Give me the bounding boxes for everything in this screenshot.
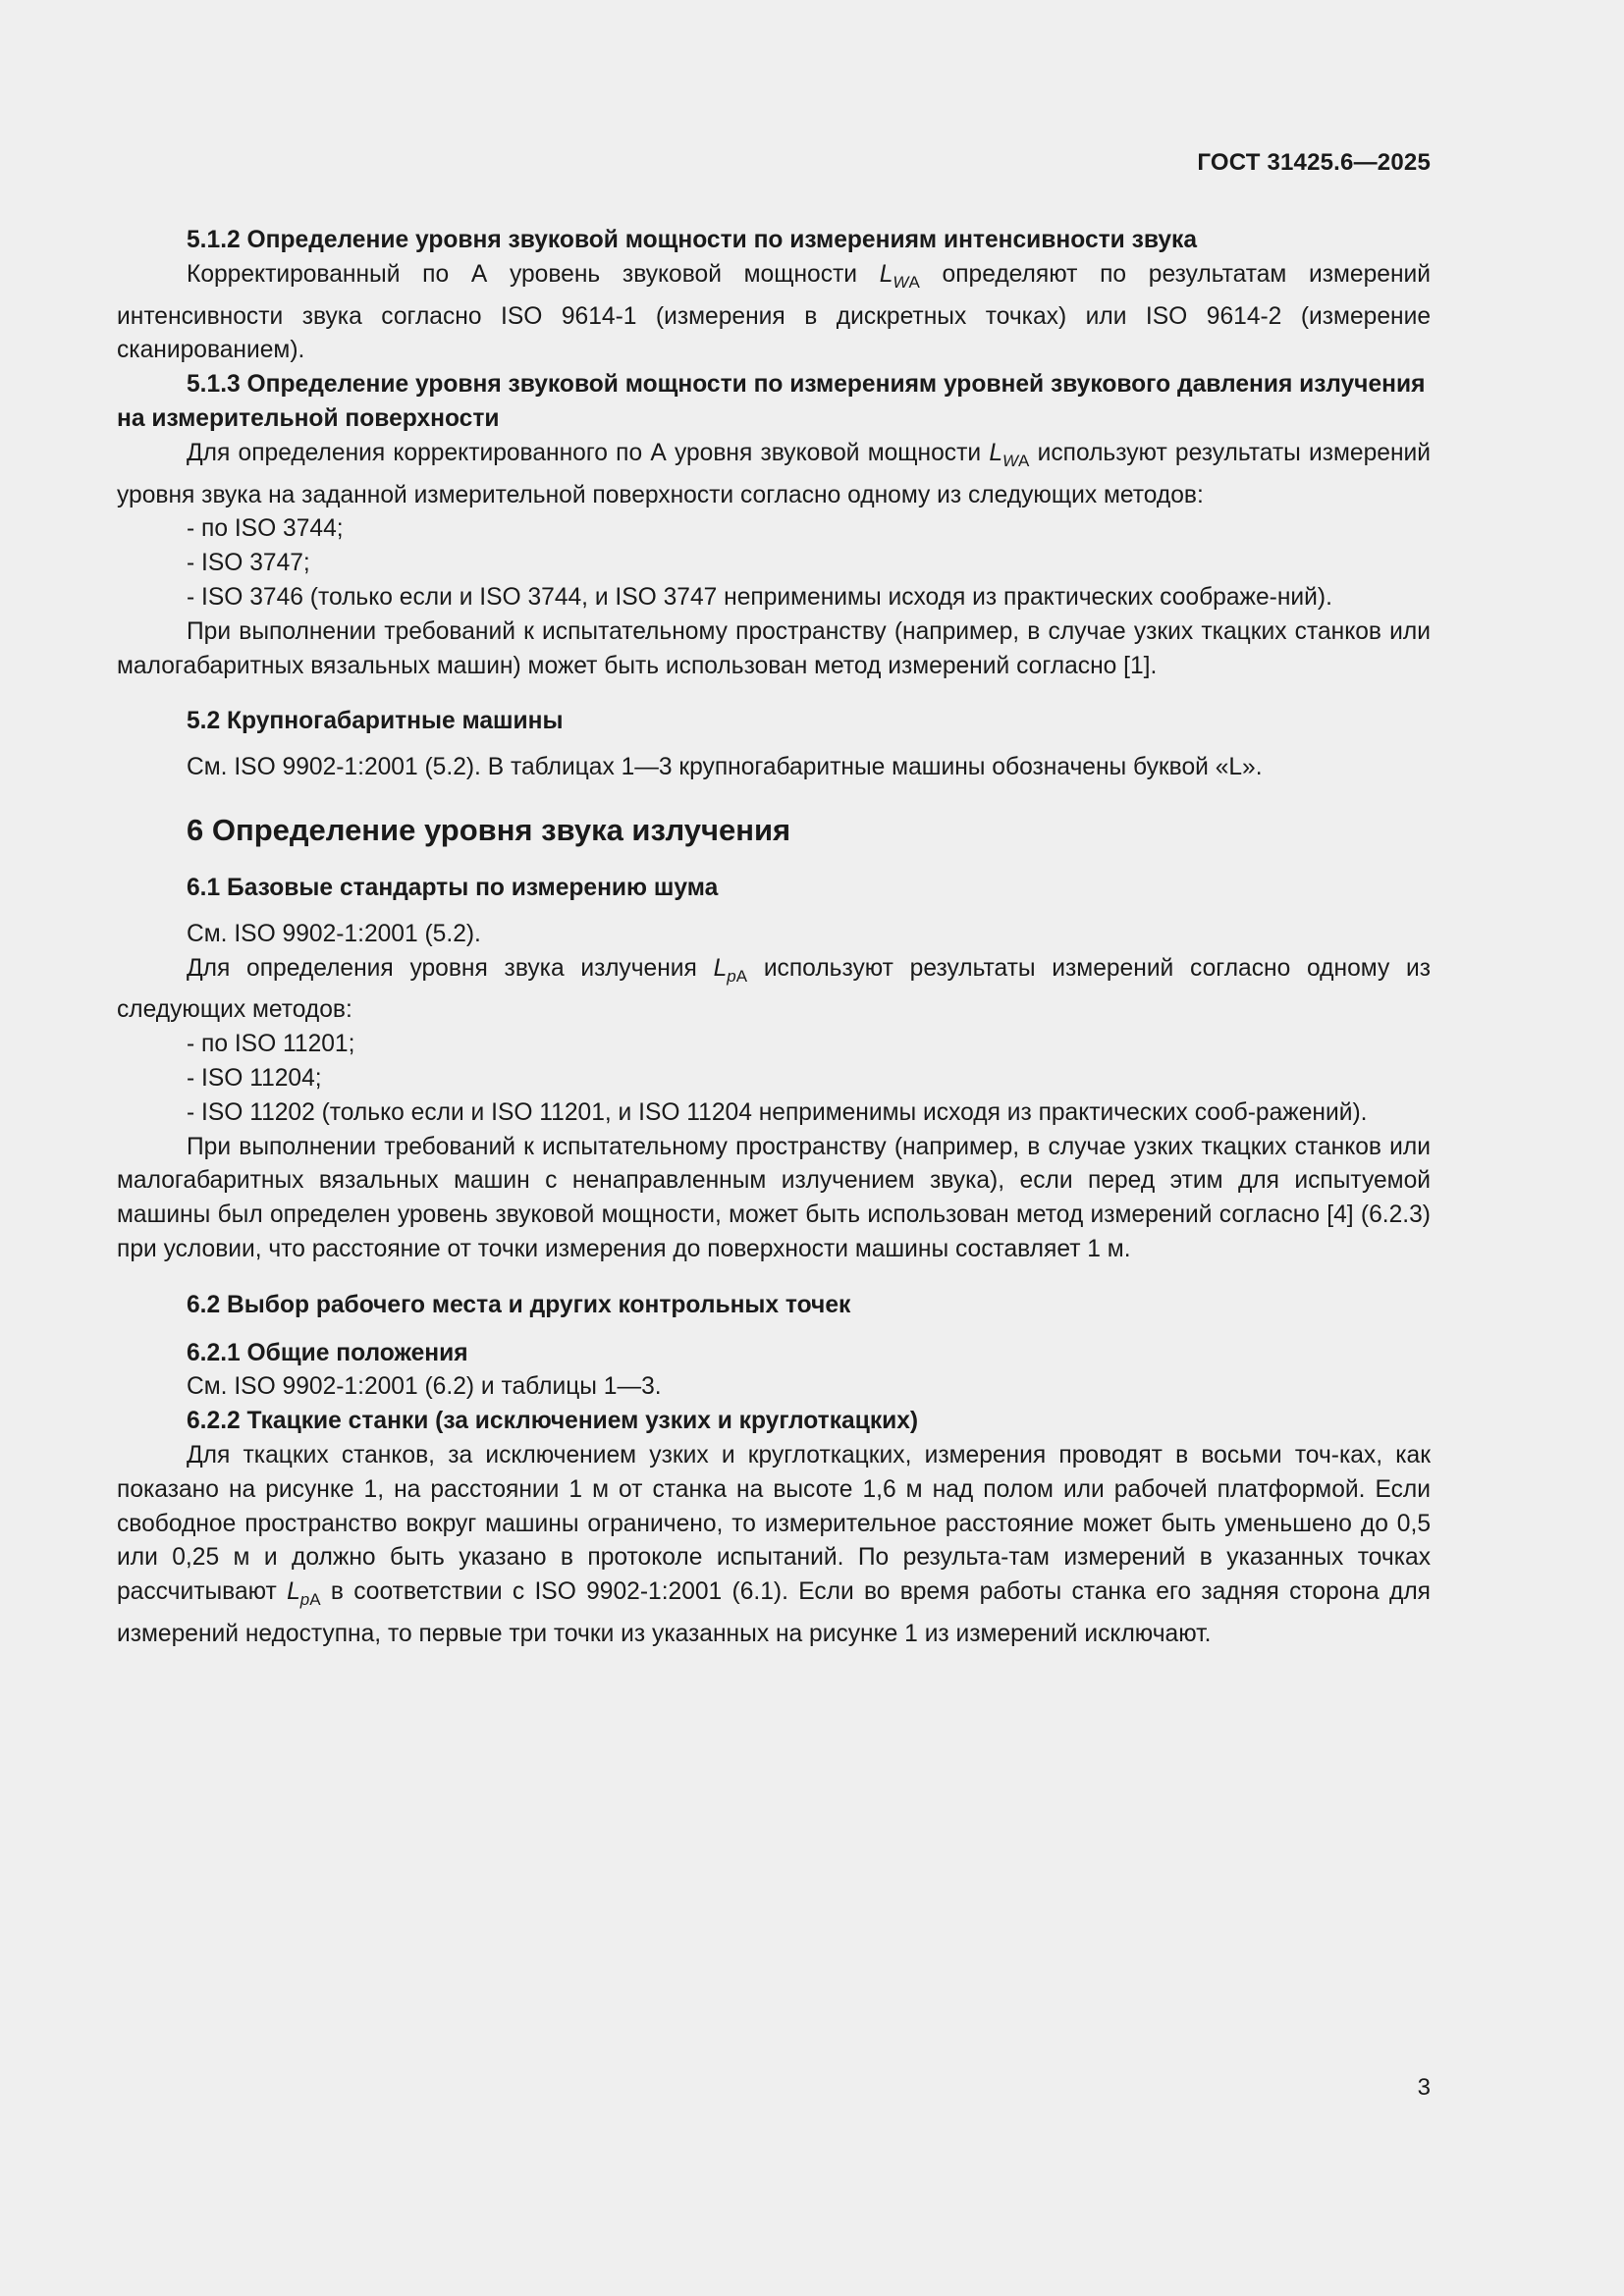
section-heading-5-2: 5.2 Крупногабаритные машины bbox=[187, 708, 564, 735]
paragraph-5-1-3: Для определения корректированного по А уровня звуковой мощности $L_{WA}$ используют результаты измерений уровня звука на заданной измерительной поверхности согласно одному из следующих методов: bbox=[117, 439, 1432, 508]
paragraph-6-1: Для определения уровня звука излучения $L_{pA}$ используют результаты измерений согласно одному из следующих методов: bbox=[117, 954, 1431, 1024]
paragraph-5-1-2: Корректированный по А уровень звуковой мощности $L_{WA}$ определяют по результатам измерений интенсивности звука согласно ISO 9614-1 (измерения в дискретных точках) или ISO 9614-2 (измерение сканированием). bbox=[117, 260, 1431, 364]
list-item: - ISO 3746 (только если и ISO 3744, и ISO 3747 неприменимы исходя из практических соображе-ний). bbox=[187, 583, 1332, 611]
section-heading-6-2-2: 6.2.2 Ткацкие станки (за исключением узких и круглоткацких) bbox=[187, 1408, 919, 1435]
page-number: 3 bbox=[1417, 2074, 1431, 2101]
document-body bbox=[117, 224, 1431, 1652]
list-item: - ISO 11202 (только если и ISO 11201, и ISO 11204 неприменимы исходя из практических сооб-ражений). bbox=[187, 1098, 1368, 1126]
paragraph-5-1-3-note: При выполнении требований к испытательному пространству (например, в случае узких ткацких станков или малогабаритных вязальных машин) может быть использован метод измерений согласно [1]. bbox=[117, 617, 1431, 679]
paragraph-5-2: См. ISO 9902-1:2001 (5.2). В таблицах 1—3 крупногабаритные машины обозначены буквой «L». bbox=[187, 754, 1263, 781]
symbol-lpa: $L_{pA}$ bbox=[713, 954, 748, 986]
paragraph-6-1-ref: См. ISO 9902-1:2001 (5.2). bbox=[187, 920, 481, 947]
paragraph-6-1-note: При выполнении требований к испытательному пространству (например, в случае узких ткацких станков или малогабаритных вязальных машин с ненаправленным излучением звука), если перед этим для испытуемой машины был определен уровень звуковой мощности, может быть использован метод измерений согласно [4] (6.2.3) при условии, что расстояние от точки измерения до поверхности машины составляет 1 м. bbox=[117, 1133, 1431, 1262]
paragraph-6-2-2: Для ткацких станков, за исключением узких и круглоткацких, измерения проводят в восьми точ-ках, как показано на рисунке 1, на расстоянии 1 м от станка на высоте 1,6 м над полом или рабочей платформой. Если свободное пространство вокруг машины ограничено, то измерительное расстояние может быть уменьшено до 0,5 или 0,25 м и должно быть указано в протоколе испытаний. По результа-там измерений в указанных точках рассчитывают $L_{pA}$ в соответствии с ISO 9902-1:2001 (6.1). Если во время работы станка его задняя сторона для измерений недоступна, то первые три точки из указанных на рисунке 1 из измерений исключают. bbox=[117, 1441, 1432, 1647]
section-heading-5-1-3: 5.1.3 Определение уровня звуковой мощности по измерениям уровней звукового давления излучения на измерительной поверхности bbox=[117, 371, 1426, 432]
document-header: ГОСТ 31425.6—2025 bbox=[1197, 149, 1431, 176]
section-heading-6-2: 6.2 Выбор рабочего места и других контрольных точек bbox=[187, 1291, 851, 1318]
list-item: - ISO 3747; bbox=[187, 550, 310, 577]
section-heading-6-1: 6.1 Базовые стандарты по измерению шума bbox=[187, 874, 719, 901]
symbol-lwa: $L_{WA}$ bbox=[879, 260, 920, 292]
section-heading-6-2-1: 6.2.1 Общие положения bbox=[187, 1339, 468, 1366]
section-heading-5-1-2: 5.1.2 Определение уровня звуковой мощности по измерениям интенсивности звука bbox=[187, 227, 1198, 253]
list-item: - по ISO 11201; bbox=[187, 1031, 355, 1058]
symbol-lwa: $L_{WA}$ bbox=[989, 439, 1030, 470]
paragraph-6-2-1: См. ISO 9902-1:2001 (6.2) и таблицы 1—3. bbox=[187, 1373, 662, 1401]
symbol-lpa: $L_{pA}$ bbox=[287, 1578, 321, 1610]
section-heading-6: 6 Определение уровня звука излучения bbox=[187, 812, 791, 847]
list-item: - по ISO 3744; bbox=[187, 515, 344, 543]
list-item: - ISO 11204; bbox=[187, 1064, 322, 1092]
